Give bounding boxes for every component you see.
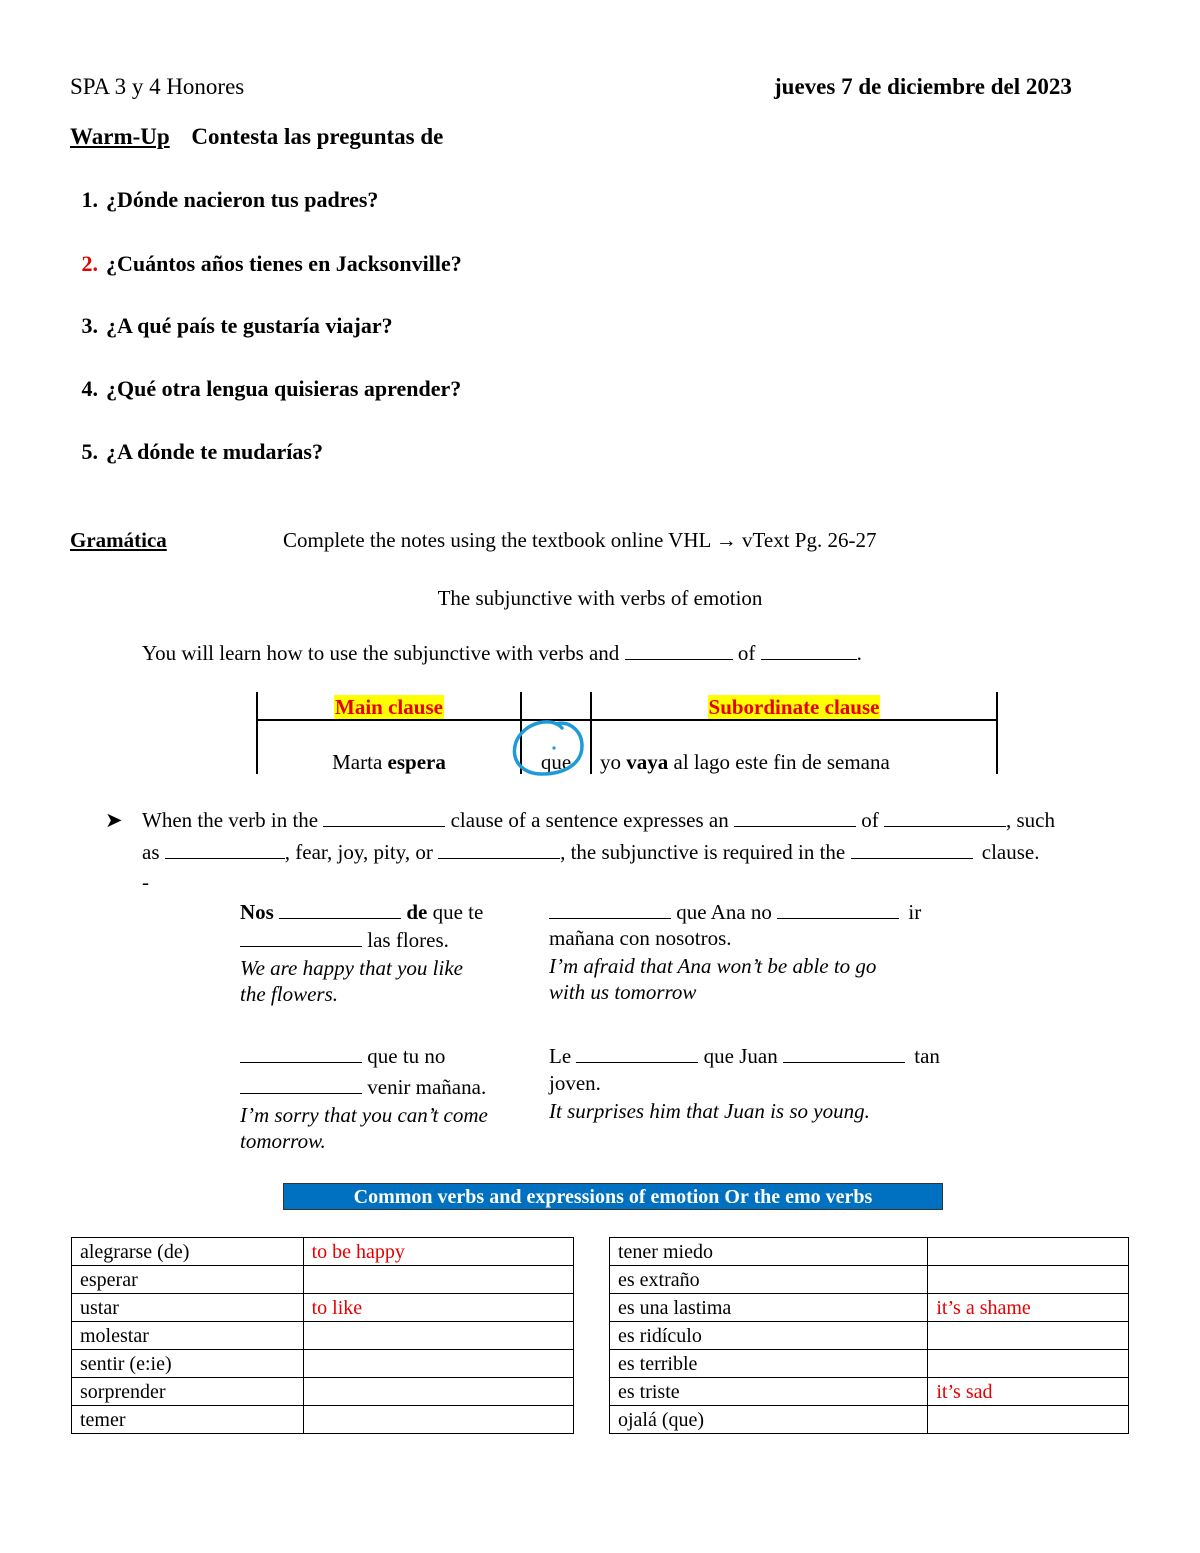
table-row <box>72 1406 574 1434</box>
translation-cell[interactable] <box>303 1350 573 1378</box>
question-1 <box>64 187 378 213</box>
diagram-divider <box>996 692 998 774</box>
course-title: SPA 3 y 4 Honores <box>70 74 245 99</box>
main-clause-example <box>258 750 520 775</box>
example-text: que Juan <box>703 1044 778 1068</box>
example-text: las flores. <box>367 928 449 952</box>
sub-clause-subject: yo <box>600 750 627 774</box>
main-clause-subject: Marta <box>332 750 388 774</box>
translation-cell[interactable] <box>928 1406 1129 1434</box>
example-translation: with us tomorrow <box>549 980 697 1004</box>
table-row <box>72 1378 574 1406</box>
table-row <box>72 1294 574 1322</box>
verb-cell: temer <box>72 1406 304 1434</box>
translation-cell[interactable] <box>928 1266 1129 1294</box>
example-translation: It surprises him that Juan is so young. <box>549 1099 870 1123</box>
table-row <box>610 1378 1129 1406</box>
verb-cell: alegrarse (de) <box>72 1238 304 1266</box>
intro-text-c: . <box>856 641 862 665</box>
verb-cell: esperar <box>72 1266 304 1294</box>
intro-sentence <box>142 641 862 666</box>
translation-cell[interactable]: to be happy <box>303 1238 573 1266</box>
question-number: 2. <box>81 251 98 276</box>
example-text: que Ana no <box>676 900 772 924</box>
verb-cell: sentir (e:ie) <box>72 1350 304 1378</box>
table-row <box>610 1294 1129 1322</box>
sub-clause-label-cell <box>592 695 996 720</box>
verb-cell: es triste <box>610 1378 928 1406</box>
verb-cell: es terrible <box>610 1350 928 1378</box>
arrow-icon: → <box>715 528 737 552</box>
table-row <box>72 1266 574 1294</box>
grammar-reference: vText Pg. 26-27 <box>742 528 877 552</box>
rule-text: clause. <box>981 840 1040 864</box>
example-text: que tu no <box>367 1044 446 1068</box>
bullet-icon: ➤ <box>105 808 123 832</box>
sub-clause-rest: al lago este fin de semana <box>668 750 890 774</box>
translation-cell[interactable] <box>303 1378 573 1406</box>
answer-blank[interactable] <box>777 900 899 919</box>
verb-cell: tener miedo <box>610 1238 928 1266</box>
intro-text-b: of <box>737 641 756 665</box>
rule-text: clause of a sentence expresses an <box>450 808 729 832</box>
translation-cell[interactable]: it’s sad <box>928 1378 1129 1406</box>
translation-cell[interactable] <box>303 1266 573 1294</box>
verb-cell: ustar <box>72 1294 304 1322</box>
example-text: de <box>406 900 428 924</box>
verb-cell: molestar <box>72 1322 304 1350</box>
rule-text: , the subjunctive is required in the <box>560 840 846 864</box>
translation-cell[interactable]: it’s a shame <box>928 1294 1129 1322</box>
table-row <box>72 1322 574 1350</box>
answer-blank[interactable] <box>438 840 560 859</box>
sub-clause-verb: vaya <box>626 750 669 774</box>
question-number: 3. <box>81 313 98 338</box>
grammar-label: Gramática <box>70 528 167 552</box>
warmup-label: Warm-Up <box>70 124 170 149</box>
example-text: mañana con nosotros. <box>549 926 732 950</box>
grammar-instruction <box>283 528 876 553</box>
example-text: que te <box>432 900 484 924</box>
lesson-title: The subjunctive with verbs of emotion <box>437 586 763 610</box>
translation-cell[interactable] <box>928 1238 1129 1266</box>
question-5 <box>64 439 323 465</box>
answer-blank[interactable] <box>240 1044 362 1063</box>
example-text: venir mañana. <box>367 1075 487 1099</box>
translation-cell[interactable] <box>928 1350 1129 1378</box>
question-text: ¿A dónde te mudarías? <box>106 439 323 464</box>
answer-blank[interactable] <box>549 900 671 919</box>
answer-blank[interactable] <box>761 641 857 660</box>
answer-blank[interactable] <box>240 928 362 947</box>
answer-blank[interactable] <box>323 808 445 827</box>
question-text: ¿A qué país te gustaría viajar? <box>106 313 393 338</box>
answer-blank[interactable] <box>165 840 285 859</box>
translation-cell[interactable] <box>303 1406 573 1434</box>
example-translation: tomorrow. <box>240 1129 326 1153</box>
rule-text: , fear, joy, pity, or <box>284 840 433 864</box>
emo-table-left <box>71 1237 574 1434</box>
answer-blank[interactable] <box>576 1044 698 1063</box>
verb-cell: es una lastima <box>610 1294 928 1322</box>
question-text: ¿Dónde nacieron tus padres? <box>106 187 379 212</box>
example-3 <box>240 1042 488 1155</box>
example-4 <box>549 1042 940 1125</box>
table-row <box>610 1266 1129 1294</box>
translation-cell[interactable] <box>928 1322 1129 1350</box>
question-number: 1. <box>81 187 98 212</box>
translation-cell[interactable] <box>303 1322 573 1350</box>
handwritten-circle-annotation <box>506 712 590 782</box>
sub-clause-example <box>600 750 890 775</box>
rule-text: of <box>861 808 879 832</box>
rule-line-2 <box>142 840 1039 865</box>
answer-blank[interactable] <box>783 1044 905 1063</box>
question-4 <box>64 376 461 402</box>
example-text: Le <box>549 1044 572 1068</box>
table-row <box>610 1350 1129 1378</box>
rule-text: as <box>142 840 160 864</box>
table-row <box>610 1238 1129 1266</box>
translation-cell[interactable]: to like <box>303 1294 573 1322</box>
table-row <box>610 1406 1129 1434</box>
question-text: ¿Cuántos años tienes en Jacksonville? <box>106 251 462 276</box>
answer-blank[interactable] <box>625 641 733 660</box>
table-row <box>72 1350 574 1378</box>
example-translation: the flowers. <box>240 982 338 1006</box>
example-translation: We are happy that you like <box>240 956 463 980</box>
example-translation: I’m sorry that you can’t come <box>240 1103 488 1127</box>
connector-que: que <box>540 750 572 774</box>
answer-blank[interactable] <box>851 840 973 859</box>
answer-blank[interactable] <box>734 808 856 827</box>
emo-verbs-banner: Common verbs and expressions of emotion Or the emo verbs <box>283 1183 943 1210</box>
answer-blank[interactable] <box>240 1075 362 1094</box>
table-row <box>610 1322 1129 1350</box>
verb-cell: ojalá (que) <box>610 1406 928 1434</box>
example-text: Nos <box>240 900 274 924</box>
example-2 <box>549 898 921 1006</box>
question-3 <box>64 313 393 339</box>
question-number: 4. <box>81 376 98 401</box>
main-clause-verb: espera <box>387 750 446 774</box>
warmup-heading <box>70 124 443 150</box>
rule-text: , such <box>1005 808 1055 832</box>
example-text: tan <box>914 1044 940 1068</box>
question-number: 5. <box>81 439 98 464</box>
grammar-instruction-text: Complete the notes using the textbook online VHL <box>283 528 711 552</box>
verb-cell: sorprender <box>72 1378 304 1406</box>
answer-blank[interactable] <box>884 808 1006 827</box>
answer-blank[interactable] <box>279 900 401 919</box>
example-translation: I’m afraid that Ana won’t be able to go <box>549 954 877 978</box>
example-1 <box>240 898 483 1008</box>
main-clause-label: Main clause <box>335 695 443 719</box>
verb-cell: es extraño <box>610 1266 928 1294</box>
dash: - <box>142 870 149 894</box>
date: jueves 7 de diciembre del 2023 <box>774 74 1072 99</box>
rule-line-1 <box>142 808 1055 833</box>
question-2 <box>64 251 462 277</box>
intro-text-a: You will learn how to use the subjunctive with verbs and <box>142 641 620 665</box>
rule-text: When the verb in the <box>142 808 319 832</box>
subordinate-clause-label: Subordinate clause <box>708 695 880 719</box>
example-text: ir <box>908 900 922 924</box>
table-row <box>72 1238 574 1266</box>
emo-table-right <box>609 1237 1129 1434</box>
warmup-instruction: Contesta las preguntas de <box>191 124 444 149</box>
main-clause-label-cell <box>258 695 520 720</box>
example-text: joven. <box>549 1071 601 1095</box>
verb-cell: es ridículo <box>610 1322 928 1350</box>
question-text: ¿Qué otra lengua quisieras aprender? <box>106 376 462 401</box>
